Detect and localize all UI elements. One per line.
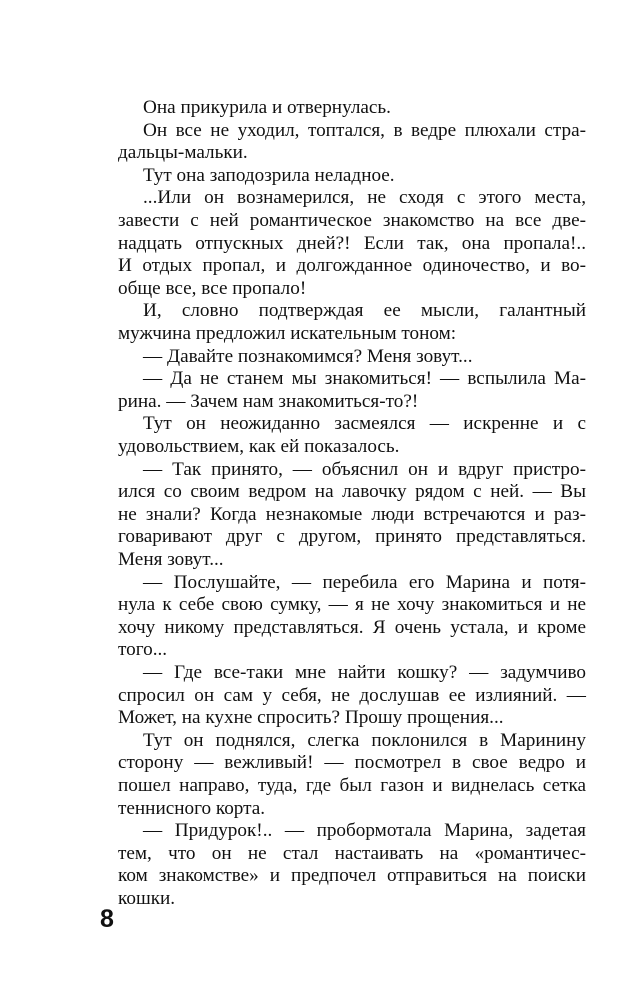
text-line: дальцы-мальки.	[118, 142, 248, 164]
text-line: говаривают друг с другом, принято представляться.	[118, 526, 586, 548]
text-line: тем, что он не стал настаивать на «романтичес-	[118, 842, 586, 864]
text-line: — Давайте познакомимся? Меня зовут...	[143, 345, 473, 367]
text-line: Тут он поднялся, слегка поклонился в Маринину	[143, 729, 586, 751]
text-line: Она прикурила и отвернулась.	[143, 97, 391, 118]
text-line: Может, на кухне спросить? Прошу прощения...	[118, 707, 504, 729]
text-line: того...	[118, 639, 168, 661]
text-line: пошел направо, туда, где был газон и виднелась сетка	[118, 775, 586, 796]
text-line: теннисного корта.	[118, 797, 266, 819]
text-line: — Послушайте, — перебила его Марина и потя-	[143, 571, 586, 593]
text-line: Тут он неожиданно засмеялся — искренне и с	[143, 413, 586, 435]
text-line: сторону — вежливый! — посмотрел в свое ведро и	[118, 752, 586, 774]
text-line: — Да не станем мы знакомиться! — вспылила Ма-	[143, 368, 586, 390]
text-line: И, словно подтверждая ее мысли, галантный	[143, 300, 586, 322]
text-line: ком знакомстве» и предпочел отправиться на поиски	[118, 865, 586, 887]
text-line: обще все, все пропало!	[118, 277, 307, 299]
text-line: мужчина предложил искательным тоном:	[118, 323, 457, 344]
text-line: ился со своим ведром на лавочку рядом с ней. — Вы	[118, 481, 586, 503]
text-line: надцать отпускных дней?! Если так, она пропала!..	[118, 232, 586, 254]
text-line: кошки.	[118, 888, 176, 909]
text-line: — Так принято, — объяснил он и вдруг пристро-	[143, 458, 586, 480]
text-line: хочу никому представляться. Я очень устала, и кроме	[118, 616, 586, 638]
text-line: Меня зовут...	[118, 549, 224, 570]
text-line: Тут она заподозрила неладное.	[143, 164, 395, 186]
text-line: не знали? Когда незнакомые люди встречаются и раз-	[118, 503, 586, 525]
text-line: спросил он сам у себя, не дослушав ее излияний. —	[118, 684, 586, 706]
text-line: — Придурок!.. — пробормотала Марина, задетая	[143, 820, 586, 842]
text-line: удовольствием, как ей показалось.	[118, 436, 400, 457]
text-line: — Где все-таки мне найти кошку? — задумчиво	[143, 662, 586, 683]
text-line: Он все не уходил, топтался, в ведре плюхали стра-	[143, 119, 586, 141]
text-line: рина. — Зачем нам знакомиться-то?!	[118, 390, 419, 412]
text-line: завести с ней романтическое знакомство на все две-	[118, 210, 586, 231]
text-line: ...Или он вознамерился, не сходя с этого места,	[143, 187, 586, 209]
text-line: И отдых пропал, и долгожданное одиночество, и во-	[118, 255, 586, 277]
page-number: 8	[100, 905, 114, 933]
text-line: нула к себе свою сумку, — я не хочу знакомиться и не	[118, 594, 586, 616]
